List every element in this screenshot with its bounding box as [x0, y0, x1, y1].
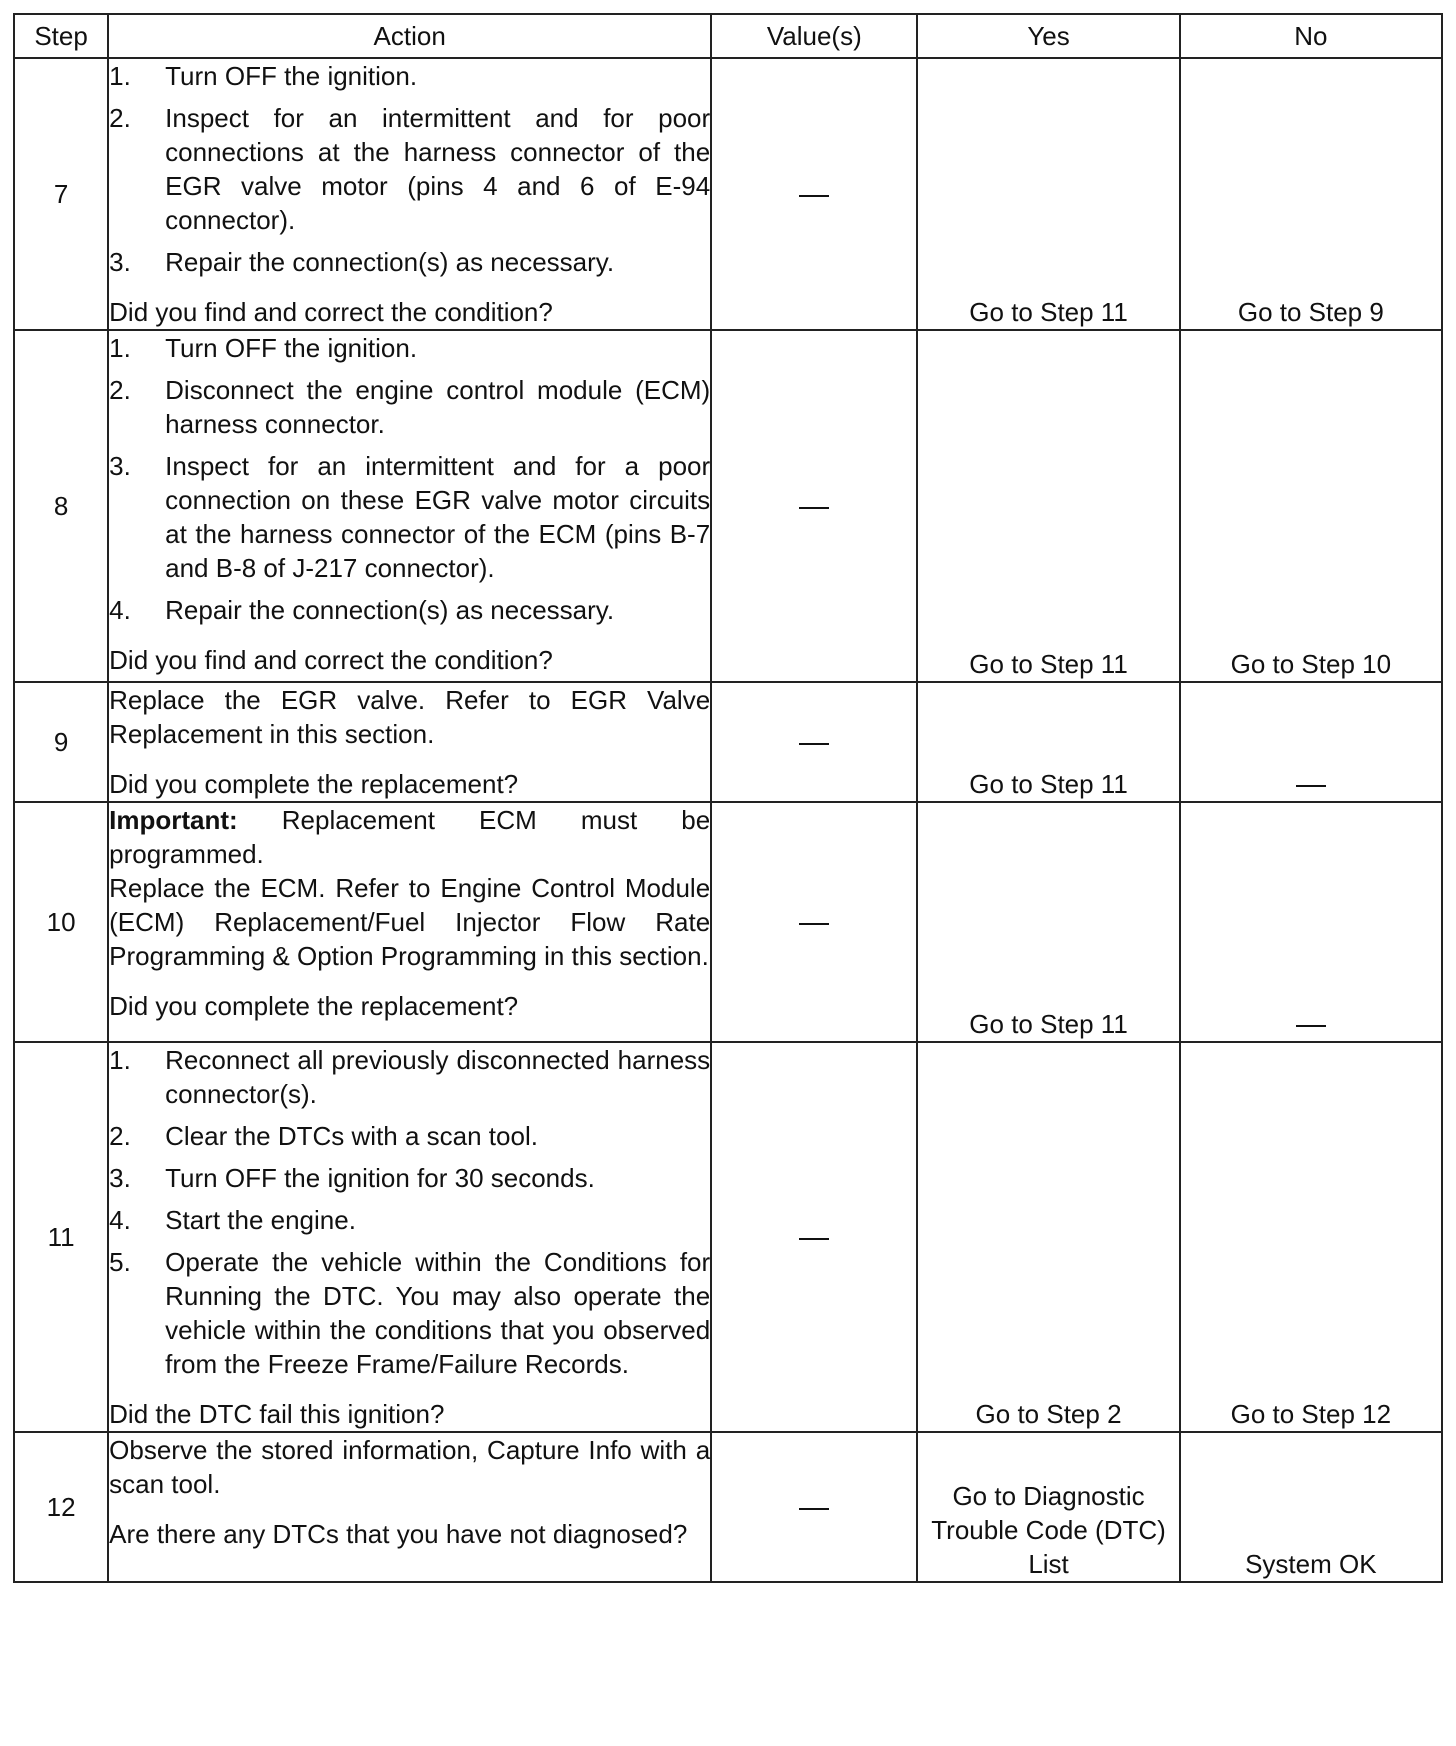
no-dash — [1296, 785, 1326, 787]
important-text: Replacement ECM must be programmed. — [109, 805, 711, 869]
action-step: 2. Clear the DTCs with a scan tool. — [109, 1121, 538, 1151]
table-row-step-9 — [14, 682, 1442, 802]
value-cell — [711, 58, 917, 330]
step-number: 11 — [14, 1042, 108, 1432]
action-question: Did you find and correct the condition? — [109, 645, 553, 675]
no-cell — [1180, 682, 1442, 802]
no-dash — [1296, 1025, 1326, 1027]
action-steps — [109, 59, 710, 279]
action-step: 1. Turn OFF the ignition. — [109, 61, 418, 91]
value-cell — [711, 802, 917, 1042]
step-number: 9 — [14, 682, 108, 802]
header-no: No — [1180, 14, 1442, 58]
value-dash — [799, 1508, 829, 1510]
yes-cell: Go to Step 11 — [917, 330, 1179, 682]
table-row-step-7 — [14, 58, 1442, 330]
action-step: 1. Turn OFF the ignition. — [109, 333, 418, 363]
no-cell: Go to Step 12 — [1180, 1042, 1442, 1432]
step-number: 7 — [14, 58, 108, 330]
action-question: Are there any DTCs that you have not diagnosed? — [109, 1519, 688, 1549]
action-cell — [108, 682, 711, 802]
action-cell — [108, 802, 711, 1042]
value-dash — [799, 195, 829, 197]
value-cell — [711, 1432, 917, 1582]
action-text: Observe the stored information, Capture Info with a scan tool. — [109, 1435, 711, 1499]
diagnostic-table — [13, 13, 1443, 1583]
header-action: Action — [108, 14, 711, 58]
action-cell — [108, 1042, 711, 1432]
action-step: 2. Disconnect the engine control module (ECM) harness connector. — [109, 375, 711, 439]
action-step: 4. Start the engine. — [109, 1205, 356, 1235]
action-step: 1. Reconnect all previously disconnected harness connector(s). — [109, 1045, 711, 1109]
header-row — [14, 14, 1442, 58]
value-cell — [711, 1042, 917, 1432]
no-cell — [1180, 802, 1442, 1042]
table-row-step-8 — [14, 330, 1442, 682]
table-row-step-10 — [14, 802, 1442, 1042]
action-question: Did you complete the replacement? — [109, 991, 519, 1021]
action-cell — [108, 330, 711, 682]
value-cell — [711, 330, 917, 682]
action-step: 3. Turn OFF the ignition for 30 seconds. — [109, 1163, 595, 1193]
important-note — [109, 803, 710, 871]
step-number: 10 — [14, 802, 108, 1042]
yes-cell: Go to Diagnostic Trouble Code (DTC) List — [917, 1432, 1179, 1582]
step-number: 8 — [14, 330, 108, 682]
header-values: Value(s) — [711, 14, 917, 58]
action-step: 5. Operate the vehicle within the Conditions for Running the DTC. You may also operate the vehicle within the conditions that you observed from the Freeze Frame/Failure Records. — [109, 1247, 711, 1379]
header-step: Step — [14, 14, 108, 58]
no-cell: System OK — [1180, 1432, 1442, 1582]
important-label: Important: — [109, 805, 238, 835]
action-step: 4. Repair the connection(s) as necessary. — [109, 595, 615, 625]
no-cell: Go to Step 10 — [1180, 330, 1442, 682]
action-cell — [108, 1432, 711, 1582]
yes-cell: Go to Step 11 — [917, 802, 1179, 1042]
action-question: Did you complete the replacement? — [109, 769, 519, 799]
action-step: 3. Inspect for an intermittent and for a poor connection on these EGR valve motor circuits at the harness connector of the ECM (pins B-7 and B-8 of J-217 connector). — [109, 451, 711, 583]
table-row-step-11 — [14, 1042, 1442, 1432]
action-step: 3. Repair the connection(s) as necessary. — [109, 247, 615, 277]
action-question: Did you find and correct the condition? — [109, 297, 553, 327]
yes-cell: Go to Step 2 — [917, 1042, 1179, 1432]
yes-cell: Go to Step 11 — [917, 682, 1179, 802]
action-text: Replace the ECM. Refer to Engine Control Module (ECM) Replacement/Fuel Injector Flow Rate Programming & Option Programming in this section. — [109, 873, 711, 971]
yes-cell: Go to Step 11 — [917, 58, 1179, 330]
step-number: 12 — [14, 1432, 108, 1582]
action-steps — [109, 1043, 710, 1381]
action-text: Replace the EGR valve. Refer to EGR Valve Replacement in this section. — [109, 685, 711, 749]
action-step: 2. Inspect for an intermittent and for poor connections at the harness connector of the EGR valve motor (pins 4 and 6 of E-94 connector). — [109, 103, 711, 235]
value-cell — [711, 682, 917, 802]
action-steps — [109, 331, 710, 627]
value-dash — [799, 743, 829, 745]
no-cell: Go to Step 9 — [1180, 58, 1442, 330]
header-yes: Yes — [917, 14, 1179, 58]
action-cell — [108, 58, 711, 330]
action-question: Did the DTC fail this ignition? — [109, 1399, 445, 1429]
table-row-step-12 — [14, 1432, 1442, 1582]
value-dash — [799, 1238, 829, 1240]
value-dash — [799, 507, 829, 509]
value-dash — [799, 923, 829, 925]
